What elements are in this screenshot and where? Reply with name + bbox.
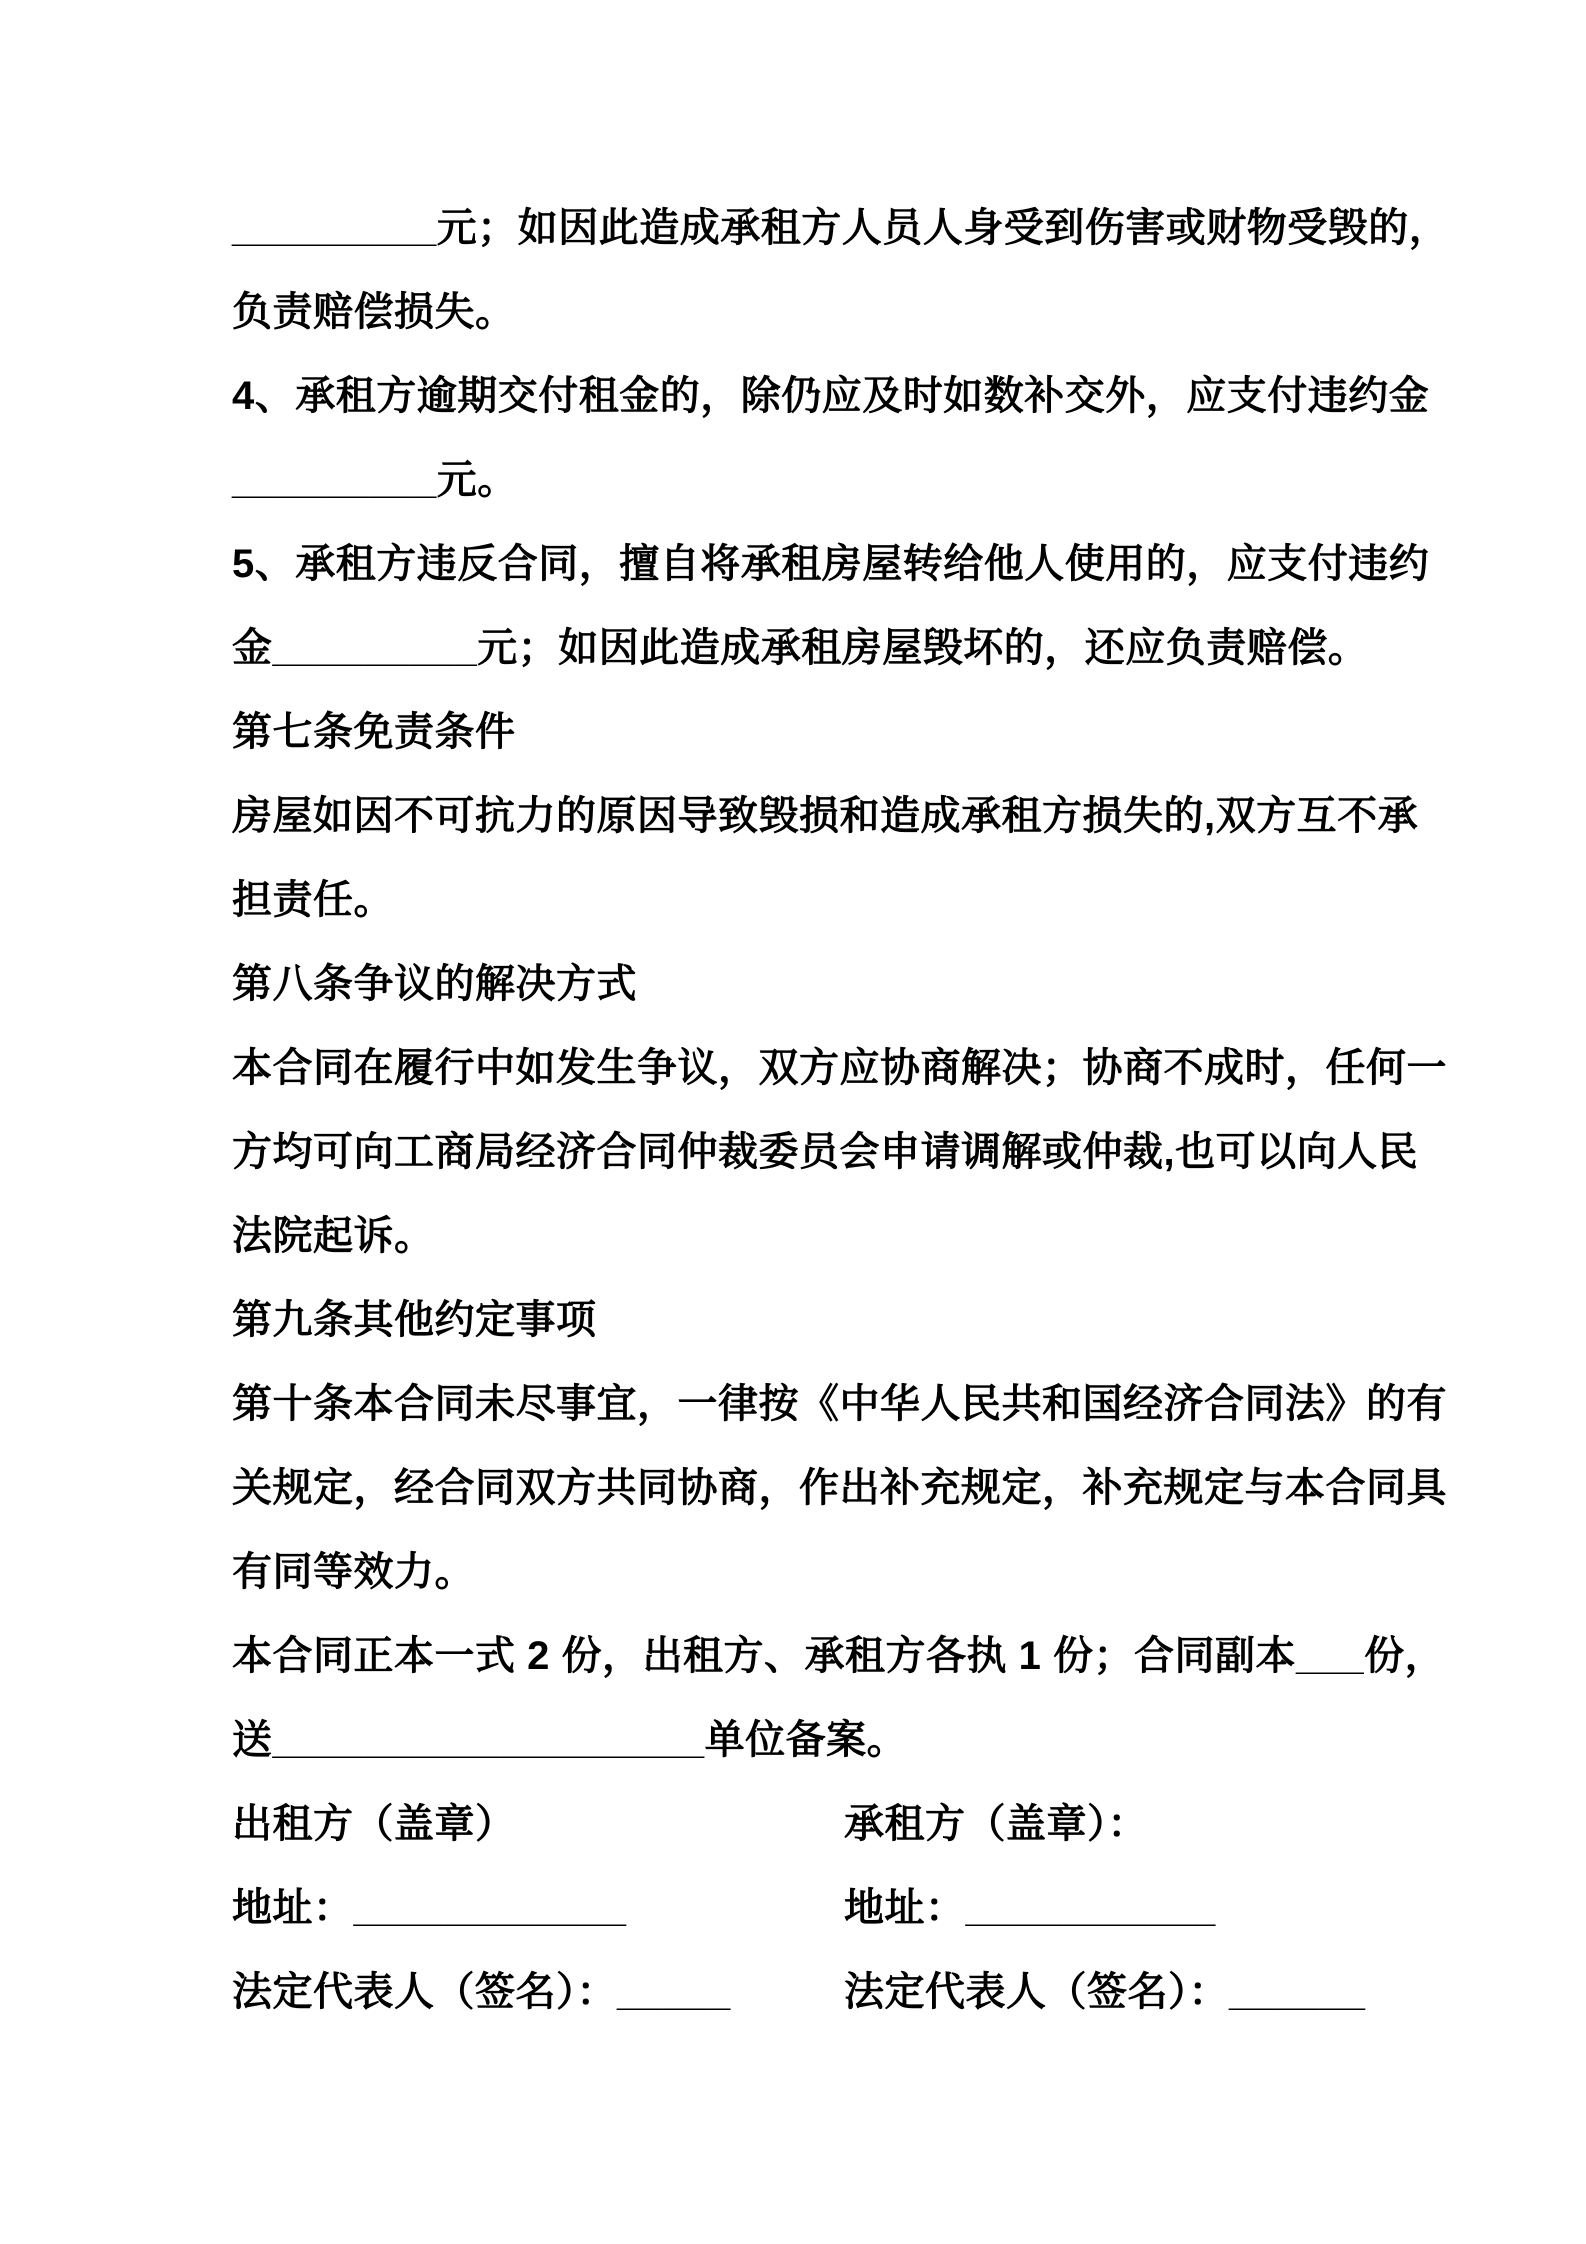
- contract-line: _________元；如因此造成承租方人员人身受到伤害或财物受毁的，: [232, 206, 1450, 250]
- contract-line: 本合同在履行中如发生争议，双方应协商解决；协商不成时，任何一: [232, 1046, 1447, 1090]
- contract-line: _________元。: [232, 458, 518, 502]
- contract-line: 房屋如因不可抗力的原因导致毁损和造成承租方损失的,双方互不承: [232, 794, 1419, 838]
- lessee-seal-label: 承租方（盖章）：: [844, 1802, 1148, 1846]
- contract-line: 法院起诉。: [232, 1214, 435, 1258]
- contract-clause-6-item-5: 5、承租方违反合同，擅自将承租房屋转给他人使用的，应支付违约: [232, 542, 1430, 586]
- lessor-seal-label: 出租方（盖章）: [232, 1802, 516, 1846]
- contract-line: 有同等效力。: [232, 1550, 475, 1594]
- contract-line: 关规定，经合同双方共同协商，作出补充规定，补充规定与本合同具: [232, 1466, 1447, 1510]
- signature-row-representative: [232, 1950, 1452, 2034]
- contract-line: 负责赔偿损失。: [232, 290, 516, 334]
- contract-clause-7-heading: 第七条免责条件: [232, 710, 516, 754]
- signature-row-address: [232, 1866, 1452, 1950]
- contract-clause-10-line: 第十条本合同未尽事宜，一律按《中华人民共和国经济合同法》的有: [232, 1382, 1447, 1426]
- contract-copies-line: 本合同正本一式 2 份，出租方、承租方各执 1 份；合同副本___份，: [232, 1634, 1446, 1678]
- contract-clause-9-heading: 第九条其他约定事项: [232, 1298, 597, 1342]
- signature-row-seal: [232, 1782, 1452, 1866]
- contract-filing-line: 送___________________单位备案。: [232, 1718, 908, 1762]
- contract-line: 金_________元；如因此造成承租房屋毁坏的，还应负责赔偿。: [232, 626, 1369, 670]
- contract-line: 方均可向工商局经济合同仲裁委员会申请调解或仲裁,也可以向人民: [232, 1130, 1419, 1174]
- lessee-representative-label: 法定代表人（签名）：______: [844, 1970, 1366, 2014]
- lessee-address-label: 地址：___________: [844, 1886, 1216, 1930]
- contract-body: [232, 186, 1452, 2034]
- contract-line: 担责任。: [232, 878, 394, 922]
- contract-clause-8-heading: 第八条争议的解决方式: [232, 962, 637, 1006]
- contract-clause-6-item-4: 4、承租方逾期交付租金的，除仍应及时如数补交外，应支付违约金: [232, 374, 1430, 418]
- lessor-address-label: 地址：____________: [232, 1886, 627, 1930]
- lessor-representative-label: 法定代表人（签名）：_____: [232, 1970, 731, 2014]
